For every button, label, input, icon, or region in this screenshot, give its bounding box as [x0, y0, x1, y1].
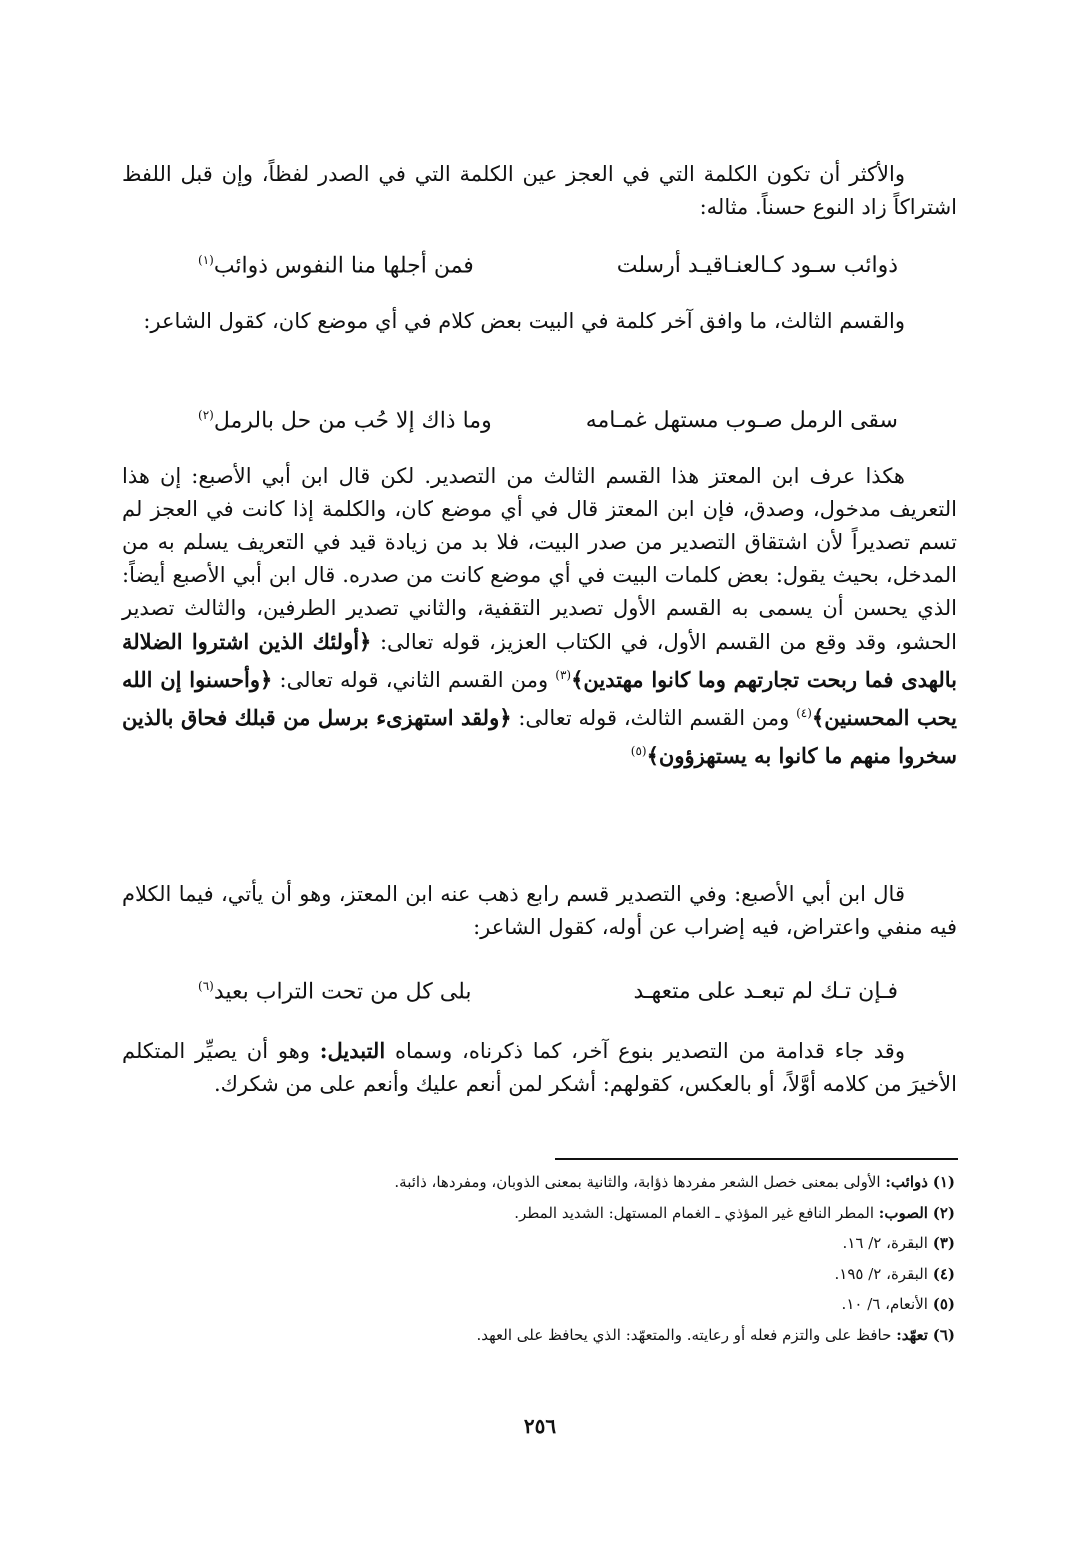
- verse-first-hemistich: سقى الرمل صـوب مستهل غمـامه: [585, 408, 898, 433]
- verse-second-hemistich: بلى كل من تحت التراب بعيد$^{(٦)}$: [198, 979, 472, 1005]
- footnote-2: (٢) الصوب: المطر النافع غير المؤذي ـ الغمام المستهل: الشديد المطر.: [514, 1203, 955, 1222]
- footnote-5: (٥) الأنعام، ٦/ ١٠.: [841, 1295, 955, 1313]
- quran-quote: ﴿وأحسنوا إن الله يحب المحسنين﴾: [122, 667, 957, 730]
- footnote-1: (١) ذوائب: الأولى بمعنى خصل الشعر مفردها ذؤابة، والثانية بمعنى الذوبان، ومفردها، ذائبة.: [394, 1173, 955, 1191]
- footnote-ref: (١): [198, 253, 214, 267]
- footnote-ref: (٣): [555, 668, 572, 682]
- paragraph-text: والأكثر أن تكون الكلمة التي في العجز عين الكلمة التي في الصدر لفظاً، وإن قبل اللفظ اشتراكاً زاد النوع حسناً. مثاله:: [122, 162, 957, 219]
- footnote-ref: (٥): [630, 744, 647, 758]
- verse-first-hemistich: فـإن تـك لم تبعـد على متعهـد: [633, 979, 898, 1004]
- paragraph-text: قال ابن أبي الأصبع: وفي التصدير قسم رابع ذهب عنه ابن المعتز، وهو أن يأتي، فيما الكلام فيه منفي واعتراض، فيه إضراب عن أوله، كقول الشاعر:: [122, 882, 957, 939]
- footnote-6: (٦) تعهّد: حافظ على والتزم فعله أو رعايته. والمتعهّد: الذي يحافظ على العهد.: [476, 1325, 955, 1344]
- paragraph-intro: [122, 158, 957, 224]
- paragraph-tabdil: [122, 1034, 957, 1101]
- verse-1: [198, 253, 898, 278]
- paragraph-text: وقد جاء قدامة من التصدير بنوع آخر، كما ذكرناه، وسماه التبديل: وهو أن يصيِّر المتكلم الأخيرَ من كلامه أوَّلاً، أو بالعكس، كقولهم: أشكر لمن أنعم عليك وأنعم على من شكرك.: [122, 1038, 957, 1096]
- verse-first-hemistich: ذوائب سـود كـالعنـاقيـد أرسلت: [616, 253, 898, 278]
- paragraph-ibn-al-muatazz: [122, 460, 957, 773]
- paragraph-fourth-section: [122, 878, 957, 944]
- footnote-ref: (٢): [198, 408, 214, 422]
- footnote-ref: (٤): [796, 706, 812, 720]
- footnote-separator: [555, 1158, 958, 1160]
- defined-term: التبديل:: [319, 1038, 386, 1063]
- footnote-4: (٤) البقرة، ٢/ ١٩٥.: [834, 1264, 955, 1283]
- paragraph-third-section: [122, 305, 957, 338]
- page-number: ٢٥٦: [523, 1414, 557, 1438]
- verse-2: [198, 408, 898, 433]
- footnote-3: (٣) البقرة، ٢/ ١٦.: [842, 1234, 955, 1252]
- paragraph-text: هكذا عرف ابن المعتز هذا القسم الثالث من التصدير. لكن قال ابن أبي الأصبع: إن هذا التعريف مدخول، وصدق، فإن ابن المعتز قال في أي موضع كان، والكلمة إذا كانت في العجز لم تسم تصديراً لأن اشتقاق التصدير من صدر البيت، فلا بد من زيادة قيد في التعريف يسلم به من المدخل، بحيث يقول: بعض كلمات البيت في أي موضع كانت من صدره. قال ابن أبي الأصبع أيضاً: الذي يحسن أن يسمى به القسم الأول تصدير التقفية، والثاني تصدير الطرفين، والثالث تصدير الحشو، وقد وقع من القسم الأول، في الكتاب العزيز، قوله تعالى: ﴿أولئك الذين اشتروا الضلالة بالهدى فما ربحت تجارتهم وما كانوا مهتدين﴾$^{(٣)}$ ومن القسم الثاني، قوله تعالى: ﴿وأحسنوا إن الله يحب المحسنين﴾$^{(٤)}$ ومن القسم الثالث، قوله تعالى: ﴿ولقد استهزىء برسل من قبلك فحاق بالذين سخروا منهم ما كانوا به يستهزؤون﴾$^{(٥)}$: [122, 464, 957, 768]
- verse-second-hemistich: فمن أجلها منا النفوس ذوائب$^{(١)}$: [198, 253, 474, 279]
- footnotes: [115, 1167, 955, 1350]
- quran-quote: ﴿ولقد استهزىء برسل من قبلك فحاق بالذين سخروا منهم ما كانوا به يستهزؤون﴾: [122, 705, 957, 768]
- quran-quote: ﴿أولئك الذين اشتروا الضلالة بالهدى فما ربحت تجارتهم وما كانوا مهتدين﴾: [122, 629, 957, 692]
- verse-3: [198, 979, 898, 1004]
- verse-second-hemistich: وما ذاك إلا حُب من حل بالرمل$^{(٢)}$: [198, 408, 492, 434]
- footnote-ref: (٦): [198, 979, 214, 993]
- paragraph-text: والقسم الثالث، ما وافق آخر كلمة في البيت بعض كلام في أي موضع كان، كقول الشاعر:: [143, 309, 905, 333]
